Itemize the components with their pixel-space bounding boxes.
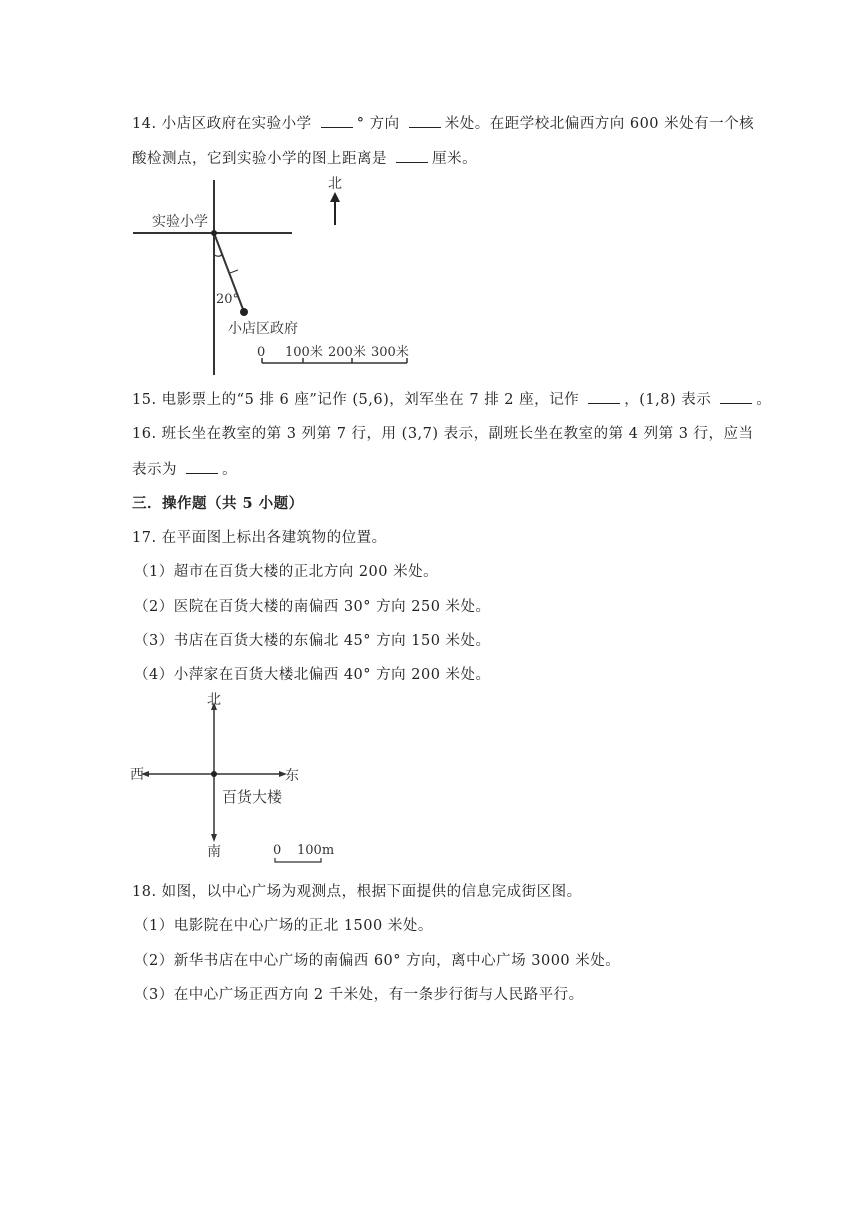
q17-figure [125,688,355,863]
q17-item-3: （3）书店在百货大楼的东偏北 45° 方向 150 米处。 [134,633,491,649]
q14-blank-map-distance[interactable] [396,150,428,163]
q17-scale-unit: 100m [297,843,335,858]
arrow-down-icon [211,834,217,842]
q14-government-point [240,308,248,316]
q17-item-2: （2）医院在百货大楼的南偏西 30° 方向 250 米处。 [134,599,491,615]
q16-line2 [132,458,237,479]
q14-angle-tick [230,270,238,273]
q14-blank-angle[interactable] [321,115,353,128]
section3-heading: 三．操作题（共 5 小题） [132,495,304,512]
q14-school-label: 实验小学 [152,214,208,230]
q17-center-point [211,771,217,777]
q14-figure [125,170,425,380]
q14-line2 [132,147,477,168]
q15-blank-seat[interactable] [588,391,620,404]
q14-angle-arc [214,254,222,256]
q17-south-label: 南 [207,844,221,860]
q14-blank-distance[interactable] [409,115,441,128]
q14-angle-label: 20° [216,292,240,307]
q14-text-5: 厘米。 [432,151,478,167]
q17-center-label: 百货大楼 [222,788,283,806]
q17-north-label: 北 [207,692,221,708]
q14-text-2: ° 方向 [356,116,405,132]
q14-line1 [132,112,754,133]
q14-scale-label: 200米 [328,345,366,360]
q16-line1: 16. 班长坐在教室的第 3 列第 7 行，用 (3,7) 表示，副班长坐在教室的第 4 列第 3 行，应当 [132,426,754,442]
q14-text-1: 14. 小店区政府在实验小学 [132,116,317,132]
q15-line [132,388,771,409]
q17-east-label: 东 [285,768,299,784]
north-arrow-icon [330,192,340,202]
q15-text-2: ，(1,8) 表示 [624,392,717,408]
q15-text-3: 。 [756,392,772,408]
q15-text-1: 15. 电影票上的“5 排 6 座”记作 (5,6)，刘军坐在 7 排 2 座，记作 [132,392,585,408]
q17-item-1: （1）超市在百货大楼的正北方向 200 米处。 [134,564,439,580]
q18-item-3: （3）在中心广场正西方向 2 千米处，有一条步行街与人民路平行。 [134,987,584,1003]
q18-item-1: （1）电影院在中心广场的正北 1500 米处。 [134,918,433,934]
q14-scale-label: 100米 [285,345,323,360]
q18-item-2: （2）新华书店在中心广场的南偏西 60° 方向，离中心广场 3000 米处。 [134,953,621,969]
q14-north-label: 北 [328,176,342,192]
q16-blank-coordinate[interactable] [186,461,218,474]
q17-west-label: 西 [130,767,144,783]
q18-title: 18. 如图，以中心广场为观测点，根据下面提供的信息完成街区图。 [132,884,582,900]
q14-scale-label: 300米 [371,345,409,360]
q17-item-4: （4）小萍家在百货大楼北偏西 40° 方向 200 米处。 [134,667,491,683]
q16-text-1: 表示为 [132,462,183,478]
q16-text-2: 。 [222,462,238,478]
q17-title: 17. 在平面图上标出各建筑物的位置。 [132,530,387,546]
q17-scale-bar [275,858,321,862]
q14-government-label: 小店区政府 [228,321,298,337]
q14-scale-label: 0 [257,345,266,360]
q17-scale-zero: 0 [273,843,282,858]
q14-school-point [211,230,217,236]
q14-text-3: 米处。在距学校北偏西方向 600 米处有一个核 [444,116,755,132]
q14-text-4: 酸检测点，它到实验小学的图上距离是 [132,151,393,167]
q15-blank-meaning[interactable] [720,391,752,404]
